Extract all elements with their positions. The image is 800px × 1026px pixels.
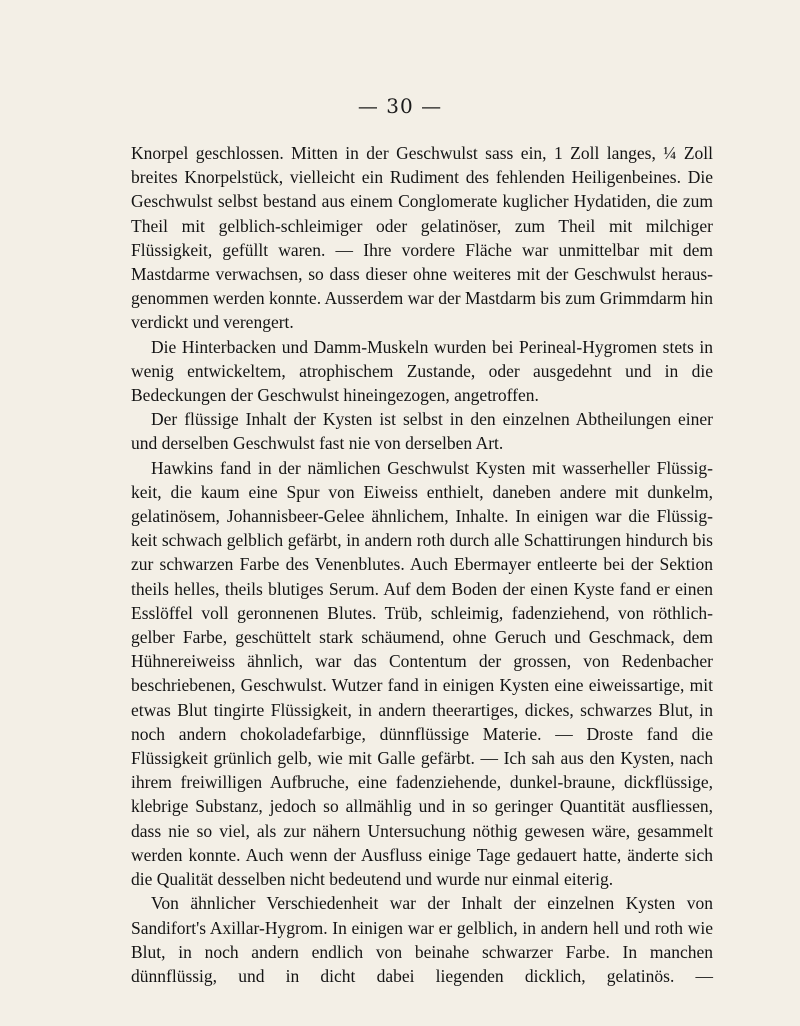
paragraph-sandifort: Von ähnlicher Verschiedenheit war der Inhalt der einzelnen Kysten von Sandifort's Axillar-Hygrom. In einigen war er gelblich, in andern hell und roth wie Blut, in noch andern endlich von beinahe schwarzer Farbe. In manchen dünnflüssig, und in dicht dabei liegenden dicklich, gelatinös. — [131, 893, 713, 986]
paragraph-hinterbacken: Die Hinterbacken und Damm-Muskeln wurden bei Perineal-Hygromen stets in wenig entwickeltem, atrophischem Zustande, oder ausgedehnt und in die Bedeckungen der Geschwulst hineingezogen, angetroffen. [131, 336, 713, 406]
paragraph-knorpel: Knorpel geschlossen. Mitten in der Geschwulst sass ein, 1 Zoll langes, ¼ Zoll breites Knorpelstück, vielleicht ein Rudiment des fehlenden Heiligenbeines. Die Geschwulst selbst bestand aus einem Conglomerate kuglicher Hydatiden, die zum Theil mit gelblich-schleimiger oder gelatinöser, zum Theil mit milchiger Flüssigkeit, gefüllt waren. — Ihre vordere Fläche war unmittelbar mit dem Mastdarme verwachsen, so dass dieser ohne weiteres mit der Geschwulst heraus-genommen werden konnte. Ausserdem war der Mastdarm bis zum Grimmdarm hin verdickt und verengert. [131, 143, 713, 333]
page-number: — 30 — [357, 94, 443, 118]
body-text [131, 141, 713, 988]
paragraph-fluessiger-inhalt: Der flüssige Inhalt der Kysten ist selbst in den einzelnen Abtheilungen einer und derselben Geschwulst fast nie von derselben Art. [131, 409, 713, 454]
paragraph-hawkins: Hawkins fand in der nämlichen Geschwulst Kysten mit wasserheller Flüssig-keit, die kaum eine Spur von Eiweiss enthielt, daneben andere mit dunkelm, gelatinösem, Johannisbeer-Gelee ähnlichem, Inhalte. In einigen war die Flüssig-keit schwach gelblich gefärbt, in andern roth durch alle Schattirungen hindurch bis zur schwarzen Farbe des Venenblutes. Auch Ebermayer entleerte bei der Sektion theils helles, theils blutiges Serum. Auf dem Boden der einen Kyste fand er einen Esslöffel voll geronnenen Blutes. Trüb, schleimig, fadenziehend, von röthlich-gelber Farbe, geschüttelt stark schäumend, ohne Geruch und Geschmack, dem Hühnereiweiss ähnlich, war das Contentum der grossen, von Redenbacher beschriebenen, Geschwulst. Wutzer fand in einigen Kysten eine eiweissartige, mit etwas Blut tingirte Flüssigkeit, in andern theerartiges, dickes, schwarzes Blut, in noch andern chokoladefarbige, dünnflüssige Materie. — Droste fand die Flüssigkeit grünlich gelb, wie mit Galle gefärbt. — Ich sah aus den Kysten, nach ihrem freiwilligen Aufbruche, eine fadenziehende, dunkel-braune, dickflüssige, klebrige Substanz, jedoch so allmählig und in so geringer Quantität ausfliessen, dass nie so viel, als zur nähern Untersuchung nöthig gewesen wäre, gesammelt werden konnte. Auch wenn der Ausfluss einige Tage gedauert hatte, änderte sich die Qualität desselben nicht bedeutend und wurde nur einmal eiterig. [131, 457, 713, 890]
